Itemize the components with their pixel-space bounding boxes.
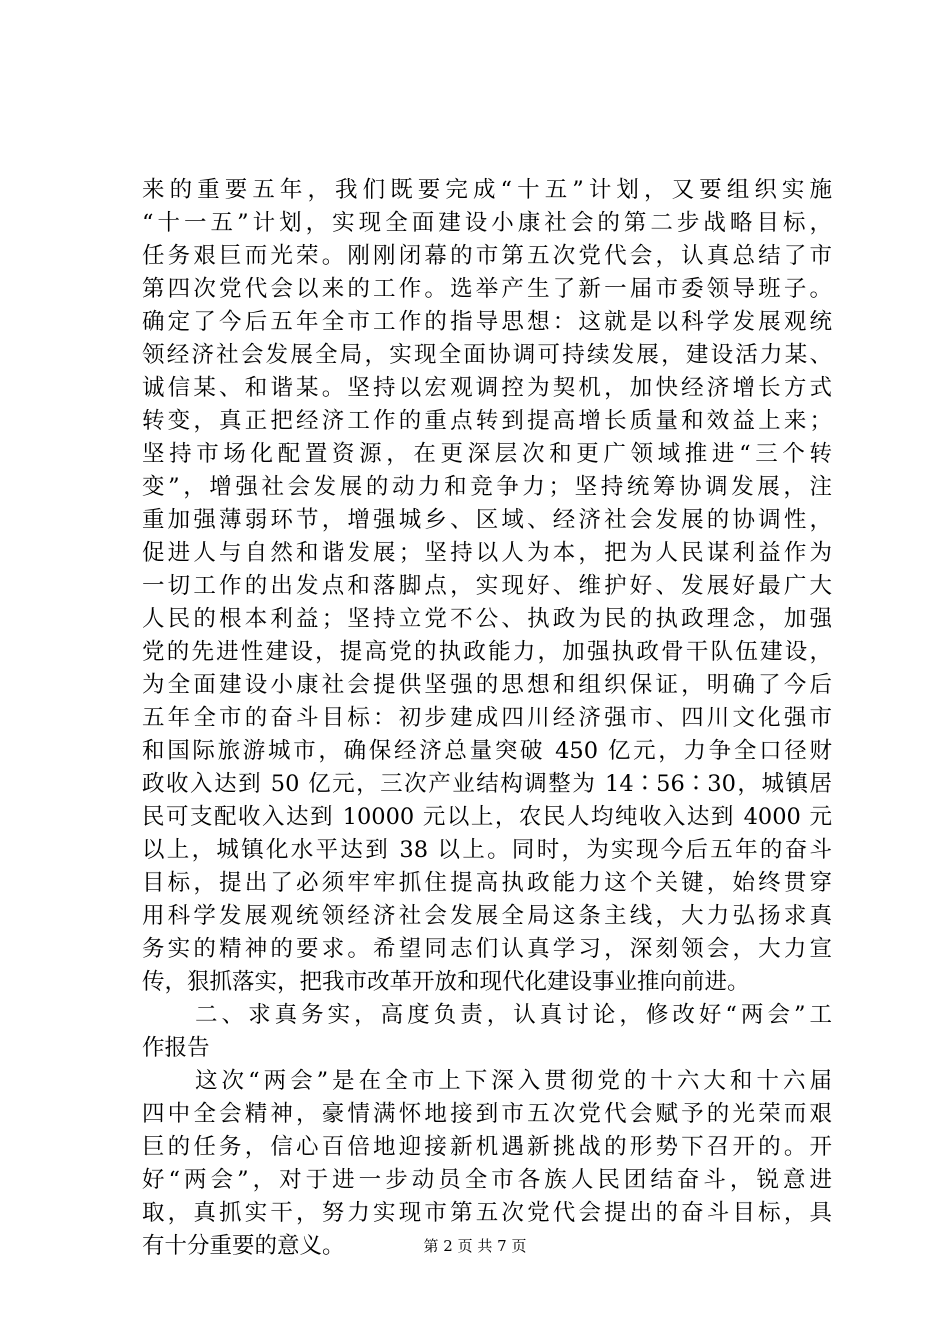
text-line: 有十分重要的意义。 xyxy=(142,1233,345,1259)
text-line: 坚持市场化配置资源，在更深层次和更广领域推进“三个转 xyxy=(142,441,832,467)
text-line: 五年全市的奋斗目标：初步建成四川经济强市、四川文化强市 xyxy=(142,705,832,731)
page-footer: 第 2 页 共 7 页 xyxy=(423,1237,527,1255)
text-line: 巨的任务，信心百倍地迎接新机遇新挑战的形势下召开的。开 xyxy=(142,1134,832,1160)
text-line: 作报告 xyxy=(142,1035,210,1061)
text-line: 好“两会”，对于进一步动员全市各族人民团结奋斗，锐意进 xyxy=(142,1167,832,1193)
text-line: 用科学发展观统领经济社会发展全局这条主线，大力弘扬求真 xyxy=(142,903,832,929)
text-line: 目标，提出了必须牢牢抓住提高执政能力这个关键，始终贯穿 xyxy=(142,870,832,896)
text-line: 为全面建设小康社会提供坚强的思想和组织保证，明确了今后 xyxy=(142,672,832,698)
text-line: 来的重要五年，我们既要完成“十五”计划，又要组织实施 xyxy=(142,177,832,203)
text-line: 第四次党代会以来的工作。选举产生了新一届市委领导班子。 xyxy=(142,276,832,302)
text-line: 以上，城镇化水平达到 38 以上。同时，为实现今后五年的奋斗 xyxy=(142,837,832,863)
text-line: 人民的根本利益；坚持立党不公、执政为民的执政理念，加强 xyxy=(142,606,832,632)
text-line: 四中全会精神，豪情满怀地接到市五次党代会赋予的光荣而艰 xyxy=(142,1101,832,1127)
text-line: 和国际旅游城市，确保经济总量突破 450 亿元，力争全口径财 xyxy=(142,738,832,764)
text-line: 取，真抓实干，努力实现市第五次党代会提出的奋斗目标，具 xyxy=(142,1200,832,1226)
text-line: 诚信某、和谐某。坚持以宏观调控为契机，加快经济增长方式 xyxy=(142,375,832,401)
text-line: 重加强薄弱环节，增强城乡、区域、经济社会发展的协调性， xyxy=(142,507,832,533)
text-line: 任务艰巨而光荣。刚刚闭幕的市第五次党代会，认真总结了市 xyxy=(142,243,832,269)
text-line: 变”，增强社会发展的动力和竞争力；坚持统筹协调发展，注 xyxy=(142,474,832,500)
text-line: 二、求真务实，高度负责，认真讨论，修改好“两会”工 xyxy=(142,1002,832,1028)
text-line: 领经济社会发展全局，实现全面协调可持续发展，建设活力某、 xyxy=(142,342,832,368)
text-line: 务实的精神的要求。希望同志们认真学习，深刻领会，大力宣 xyxy=(142,936,832,962)
body-text xyxy=(142,174,832,1263)
text-line: 确定了今后五年全市工作的指导思想：这就是以科学发展观统 xyxy=(142,309,832,335)
text-line: 转变，真正把经济工作的重点转到提高增长质量和效益上来； xyxy=(142,408,832,434)
text-line: 这次“两会”是在全市上下深入贯彻党的十六大和十六届 xyxy=(142,1068,832,1094)
text-line: 一切工作的出发点和落脚点，实现好、维护好、发展好最广大 xyxy=(142,573,832,599)
text-line: 政收入达到 50 亿元，三次产业结构调整为 14∶56∶30，城镇居 xyxy=(142,771,832,797)
text-line: 党的先进性建设，提高党的执政能力，加强执政骨干队伍建设， xyxy=(142,639,832,665)
text-line: 传，狠抓落实，把我市改革开放和现代化建设事业推向前进。 xyxy=(142,969,750,995)
text-line: “十一五”计划，实现全面建设小康社会的第二步战略目标， xyxy=(142,210,832,236)
text-line: 民可支配收入达到 10000 元以上，农民人均纯收入达到 4000 元 xyxy=(142,804,832,830)
text-line: 促进人与自然和谐发展；坚持以人为本，把为人民谋利益作为 xyxy=(142,540,832,566)
